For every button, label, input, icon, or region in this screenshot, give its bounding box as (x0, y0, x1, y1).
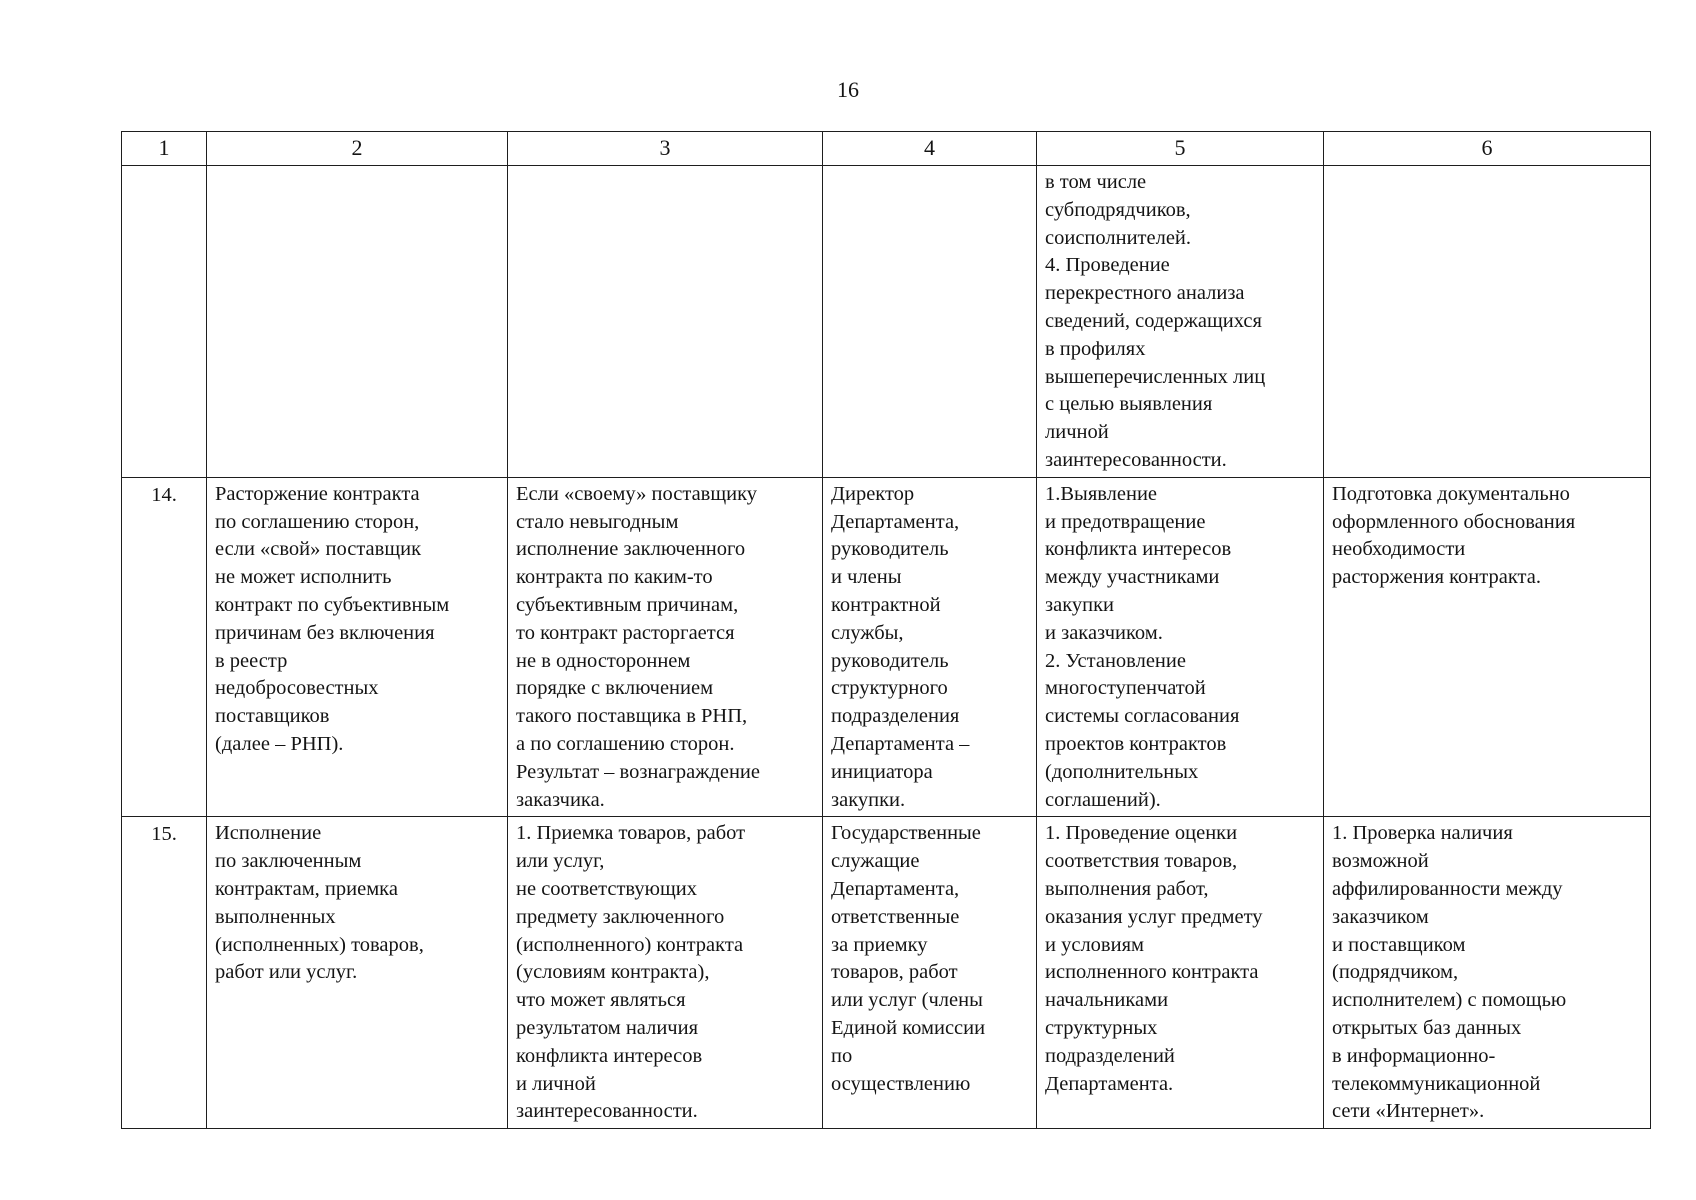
cell-text-line: необходимости (1332, 538, 1466, 561)
cell-text-line: руководитель (831, 538, 949, 561)
cell-text-line: контрактной (831, 593, 941, 616)
table-cell (1037, 817, 1324, 1129)
cell-text-line: заинтересованности. (1045, 448, 1227, 471)
cell-text-line: не может исполнить (215, 566, 392, 589)
cell-text-line: подразделений (1045, 1044, 1175, 1067)
cell-text-line: конфликта интересов (1045, 538, 1232, 561)
cell-text-line: (исполненных) товаров, (215, 933, 424, 956)
table-cell (823, 477, 1037, 817)
cell-text-line: (далее – РНП). (215, 732, 344, 755)
table-cell (1037, 166, 1324, 478)
cell-text-line: за приемку (831, 933, 928, 956)
table-header-row (122, 132, 1651, 166)
cell-text-line: 4. Проведение (1045, 254, 1170, 277)
cell-text-line: или услуг, (516, 850, 605, 873)
cell-text-line: а по соглашению сторон. (516, 732, 735, 755)
cell-text-line: такого поставщика в РНП, (516, 705, 748, 728)
cell-text-line: субподрядчиков, (1045, 198, 1191, 221)
cell-text-line: и члены (831, 566, 902, 589)
column-header: 1 (122, 132, 207, 166)
cell-text-line: закупки. (831, 788, 906, 811)
cell-text-line: что может являться (516, 989, 686, 1012)
table-row (122, 166, 1651, 478)
cell-text-line: осуществлению (831, 1072, 971, 1095)
cell-text-line: службы, (831, 621, 904, 644)
cell-text-line: Департамента. (1045, 1072, 1174, 1095)
cell-text-line: соглашений). (1045, 788, 1161, 811)
cell-text-line: или услуг (члены (831, 989, 983, 1012)
cell-text-line: проектов контрактов (1045, 732, 1227, 755)
cell-text-line: перекрестного анализа (1045, 282, 1245, 305)
cell-text-line: сведений, содержащихся (1045, 309, 1262, 332)
column-header: 6 (1324, 132, 1651, 166)
cell-text-line: и поставщиком (1332, 933, 1466, 956)
cell-text-line: открытых баз данных (1332, 1016, 1522, 1039)
table-cell (207, 817, 508, 1129)
row-number-cell: 14. (122, 477, 207, 817)
cell-text-line: 1.Выявление (1045, 482, 1158, 505)
cell-text-line: структурного (831, 677, 948, 700)
table-cell (207, 477, 508, 817)
cell-text-line: и личной (516, 1072, 596, 1095)
cell-text-line: по (831, 1044, 853, 1067)
cell-text-line: 1. Проведение оценки (1045, 822, 1238, 845)
cell-text-line: оформленного обоснования (1332, 510, 1576, 533)
cell-text-line: в профилях (1045, 337, 1146, 360)
cell-text-line: 2. Установление (1045, 649, 1186, 672)
cell-text-line: возможной (1332, 850, 1429, 873)
table-cell (823, 817, 1037, 1129)
cell-text-line: с целью выявления (1045, 393, 1213, 416)
cell-text-line: контракта по каким-то (516, 566, 713, 589)
cell-text-line: соисполнителей. (1045, 226, 1192, 249)
cell-text-line: в реестр (215, 649, 288, 672)
cell-text-line: субъективным причинам, (516, 593, 739, 616)
cell-text-line: заказчиком (1332, 905, 1429, 928)
cell-text-line: оказания услуг предмету (1045, 905, 1263, 928)
row-number-cell: 15. (122, 817, 207, 1129)
risk-table (121, 131, 1651, 1129)
cell-text-line: в информационно- (1332, 1044, 1496, 1067)
cell-text-line: и условиям (1045, 933, 1144, 956)
cell-text-line: Государственные (831, 822, 981, 845)
cell-text-line: не соответствующих (516, 877, 697, 900)
cell-text-line: выполненных (215, 905, 336, 928)
cell-text-line: работ или услуг. (215, 961, 358, 984)
column-header: 3 (508, 132, 823, 166)
cell-text-line: сети «Интернет». (1332, 1100, 1485, 1123)
cell-text-line: между участниками (1045, 566, 1220, 589)
cell-text-line: по соглашению сторон, (215, 510, 420, 533)
row-number-cell (122, 166, 207, 478)
cell-text-line: расторжения контракта. (1332, 566, 1541, 589)
column-header: 5 (1037, 132, 1324, 166)
column-header: 4 (823, 132, 1037, 166)
cell-text-line: подразделения (831, 705, 960, 728)
cell-text-line: телекоммуникационной (1332, 1072, 1541, 1095)
table-cell (1324, 817, 1651, 1129)
cell-text-line: системы согласования (1045, 705, 1240, 728)
cell-text-line: (исполненного) контракта (516, 933, 744, 956)
cell-text-line: исполненного контракта (1045, 961, 1259, 984)
cell-text-line: Расторжение контракта (215, 482, 420, 505)
cell-text-line: служащие (831, 850, 920, 873)
cell-text-line: заинтересованности. (516, 1100, 698, 1123)
cell-text-line: руководитель (831, 649, 949, 672)
table-cell (1324, 477, 1651, 817)
cell-text-line: и предотвращение (1045, 510, 1206, 533)
cell-text-line: Директор (831, 482, 915, 505)
cell-text-line: если «свой» поставщик (215, 538, 422, 561)
cell-text-line: Результат – вознаграждение (516, 760, 760, 783)
cell-text-line: вышеперечисленных лиц (1045, 365, 1266, 388)
cell-text-line: 1. Проверка наличия (1332, 822, 1513, 845)
cell-text-line: исполнение заключенного (516, 538, 746, 561)
cell-text-line: структурных (1045, 1016, 1158, 1039)
cell-text-line: Единой комиссии (831, 1016, 986, 1039)
cell-text-line: (подрядчиком, (1332, 961, 1459, 984)
cell-text-line: конфликта интересов (516, 1044, 703, 1067)
table-row (122, 817, 1651, 1129)
cell-text-line: (условиям контракта), (516, 961, 710, 984)
cell-text-line: предмету заключенного (516, 905, 725, 928)
cell-text-line: 1. Приемка товаров, работ (516, 822, 746, 845)
cell-text-line: в том числе (1045, 171, 1147, 193)
table-cell (508, 166, 823, 478)
cell-text-line: товаров, работ (831, 961, 958, 984)
cell-text-line: исполнителем) с помощью (1332, 989, 1567, 1012)
cell-text-line: заказчика. (516, 788, 605, 811)
cell-text-line: ответственные (831, 905, 960, 928)
table-cell (1324, 166, 1651, 478)
table-cell (823, 166, 1037, 478)
page-number: 16 (837, 77, 859, 102)
cell-text-line: то контракт расторгается (516, 621, 735, 644)
cell-text-line: контрактам, приемка (215, 877, 398, 900)
cell-text-line: соответствия товаров, (1045, 850, 1238, 873)
cell-text-line: Департамента – (831, 732, 970, 755)
cell-text-line: по заключенным (215, 850, 362, 873)
cell-text-line: результатом наличия (516, 1016, 698, 1039)
cell-text-line: Исполнение (215, 822, 322, 845)
cell-text-line: порядке с включением (516, 677, 714, 700)
cell-text-line: инициатора (831, 760, 933, 783)
table-cell (508, 477, 823, 817)
cell-text-line: поставщиков (215, 705, 330, 728)
cell-text-line: контракт по субъективным (215, 593, 450, 616)
cell-text-line: закупки (1045, 593, 1115, 616)
cell-text-line: выполнения работ, (1045, 877, 1209, 900)
cell-text-line: многоступенчатой (1045, 677, 1206, 700)
cell-text-line: аффилированности между (1332, 877, 1563, 900)
table-cell (1037, 477, 1324, 817)
cell-text-line: начальниками (1045, 989, 1169, 1012)
cell-text-line: недобросовестных (215, 677, 379, 700)
table-cell (207, 166, 508, 478)
cell-text-line: причинам без включения (215, 621, 435, 644)
cell-text-line: Подготовка документально (1332, 482, 1570, 505)
table-row (122, 477, 1651, 817)
cell-text-line: Если «своему» поставщику (516, 482, 758, 505)
column-header: 2 (207, 132, 508, 166)
table-cell (508, 817, 823, 1129)
cell-text-line: личной (1045, 421, 1109, 444)
cell-text-line: стало невыгодным (516, 510, 679, 533)
cell-text-line: Департамента, (831, 877, 960, 900)
cell-text-line: Департамента, (831, 510, 960, 533)
cell-text-line: (дополнительных (1045, 760, 1199, 783)
cell-text-line: не в одностороннем (516, 649, 691, 672)
cell-text-line: и заказчиком. (1045, 621, 1163, 644)
